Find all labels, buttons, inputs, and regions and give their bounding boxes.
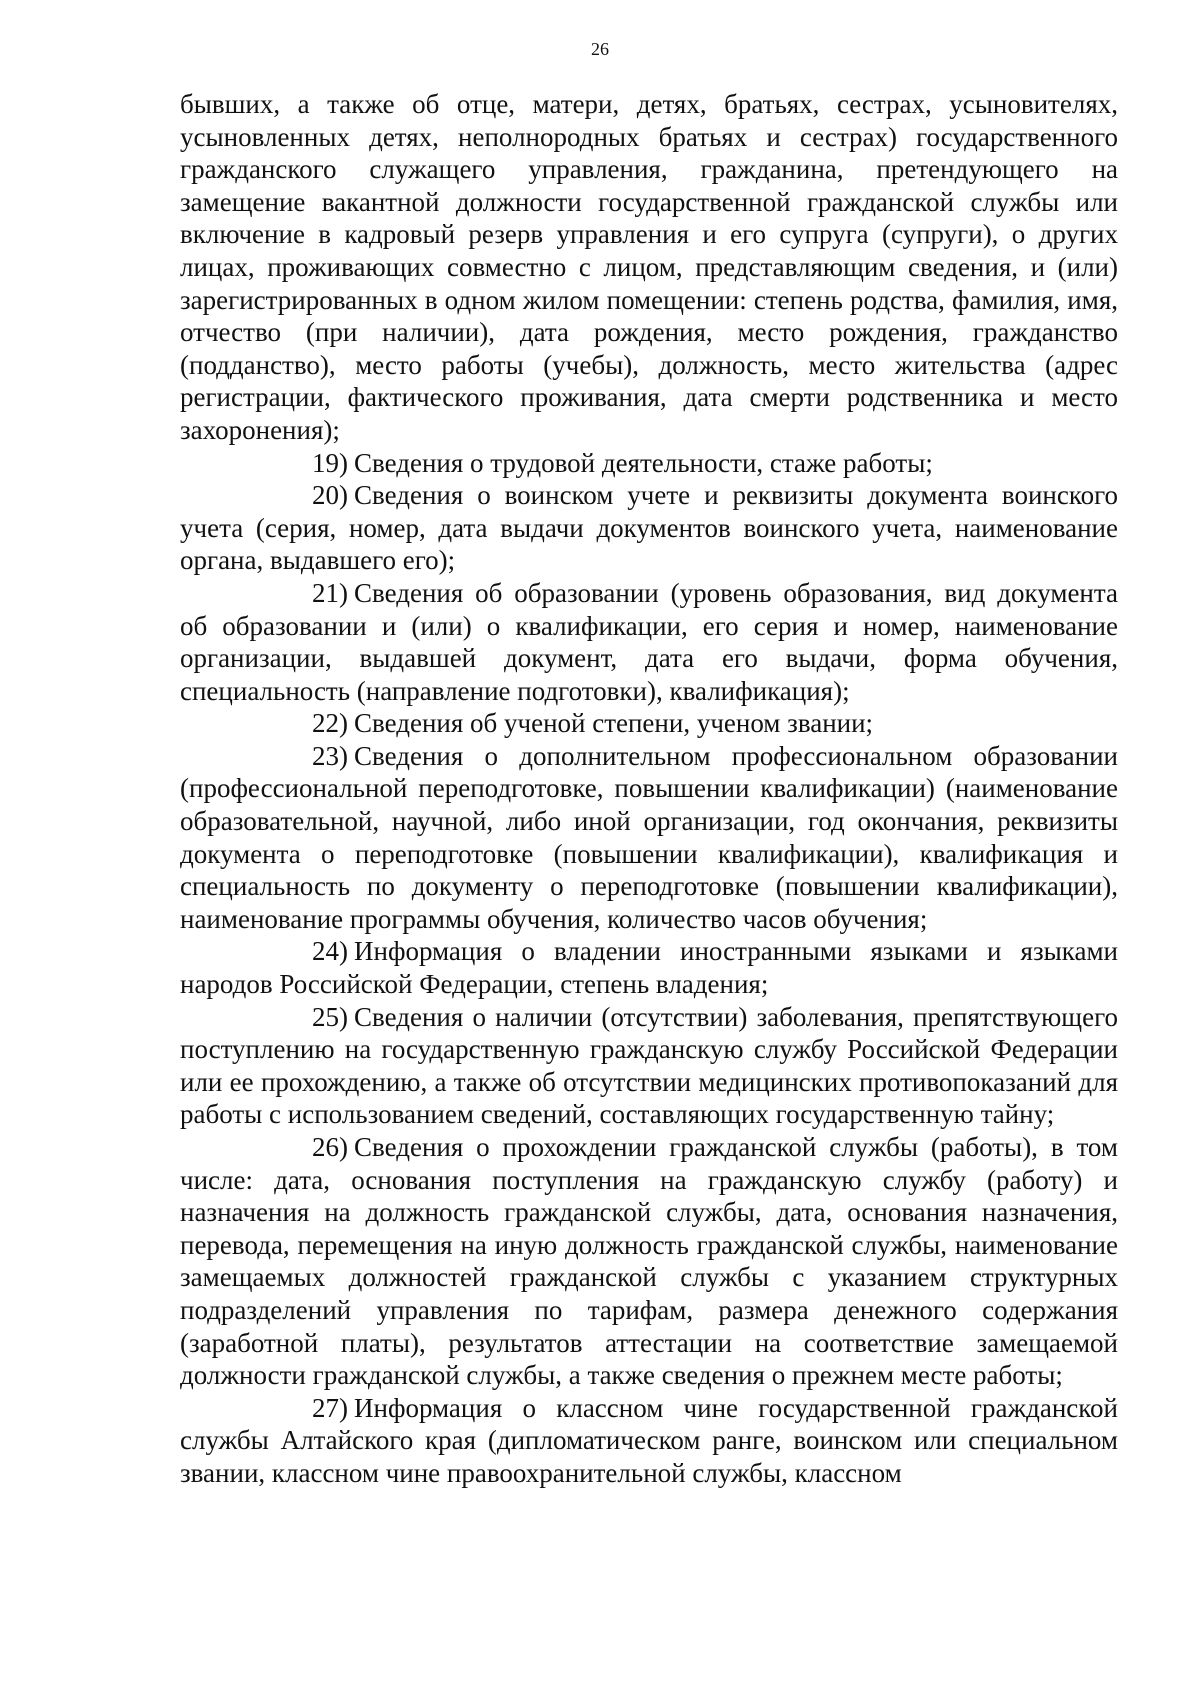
list-item-25 [180, 1001, 1118, 1131]
list-item-27 [180, 1392, 1118, 1490]
item-text: Информация о владении иностранными языками и языками народов Российской Федерации, степень владения; [180, 936, 1118, 1000]
item-number: 19) [312, 447, 348, 478]
item-number: 20) [312, 480, 348, 511]
item-text: Сведения о наличии (отсутствии) заболевания, препятствующего поступлению на государственную гражданскую службу Российской Федерации или ее прохождению, а также об отсутствии медицинских противопоказаний для работы с использованием сведений, составляющих государственную тайну; [180, 1001, 1118, 1130]
list-item-22 [180, 707, 1118, 740]
list-item-21 [180, 577, 1118, 707]
list-item-26 [180, 1131, 1118, 1392]
list-item-24 [180, 935, 1118, 1000]
document-body [180, 88, 1118, 1490]
item-number: 23) [312, 740, 348, 771]
item-number: 26) [312, 1132, 348, 1162]
item-text: Сведения о трудовой деятельности, стаже работы; [354, 447, 933, 478]
item-text: Информация о классном чине государственной гражданской службы Алтайского края (дипломатическом ранге, воинском или специальном звании, классном чине правоохранительной службы, классном [180, 1392, 1118, 1488]
item-number: 27) [312, 1392, 348, 1423]
item-number: 22) [312, 708, 348, 739]
paragraph-text: бывших, а также об отце, матери, детях, братьях, сестрах, усыновителях, усыновленных детях, неполнородных братьях и сестрах) государственного гражданского служащего управления, гражданина, претендующего на замещение вакантной должности государственной гражданской службы или включение в кадровый резерв управления и его супруга (супруги), о других лицах, проживающих совместно с лицом, представляющим сведения, и (или) зарегистрированных в одном жилом помещении: степень родства, фамилия, имя, отчество (при наличии), дата рождения, место рождения, гражданство (подданство), место работы (учебы), должность, место жительства (адрес регистрации, фактического проживания, дата смерти родственника и место захоронения); [180, 89, 1118, 445]
list-item-20 [180, 479, 1118, 577]
item-number: 25) [312, 1001, 348, 1032]
paragraph-continuation [180, 88, 1118, 447]
list-item-19 [180, 447, 1118, 480]
item-text: Сведения о дополнительном профессиональном образовании (профессиональной переподготовке, повышении квалификации) (наименование образовательной, научной, либо иной организации, год окончания, реквизиты документа о переподготовке (повышении квалификации), квалификация и специальность по документу о переподготовке (повышении квалификации), наименование программы обучения, количество часов обучения; [180, 740, 1118, 934]
item-text: Сведения об образовании (уровень образования, вид документа об образовании и (или) о квалификации, его серия и номер, наименование организации, выдавшей документ, дата его выдачи, форма обучения, специальность (направление подготовки), квалификация); [180, 577, 1118, 706]
list-item-23 [180, 740, 1118, 936]
item-text: Сведения об ученой степени, ученом звании; [354, 708, 874, 739]
item-number: 21) [312, 577, 348, 608]
item-number: 24) [312, 936, 348, 967]
page-number: 26 [591, 39, 609, 59]
item-text: Сведения о воинском учете и реквизиты документа воинского учета (серия, номер, дата выдачи документов воинского учета, наименование органа, выдавшего его); [180, 480, 1118, 576]
item-text: Сведения о прохождении гражданской службы (работы), в том числе: дата, основания поступления на гражданскую службу (работу) и назначения на должность гражданской службы, дата, основания назначения, перевода, перемещения на иную должность гражданской службы, наименование замещаемых должностей гражданской службы с указанием структурных подразделений управления по тарифам, размера денежного содержания (заработной платы), результатов аттестации на соответствие замещаемой должности гражданской службы, а также сведения о прежнем месте работы; [180, 1132, 1118, 1391]
